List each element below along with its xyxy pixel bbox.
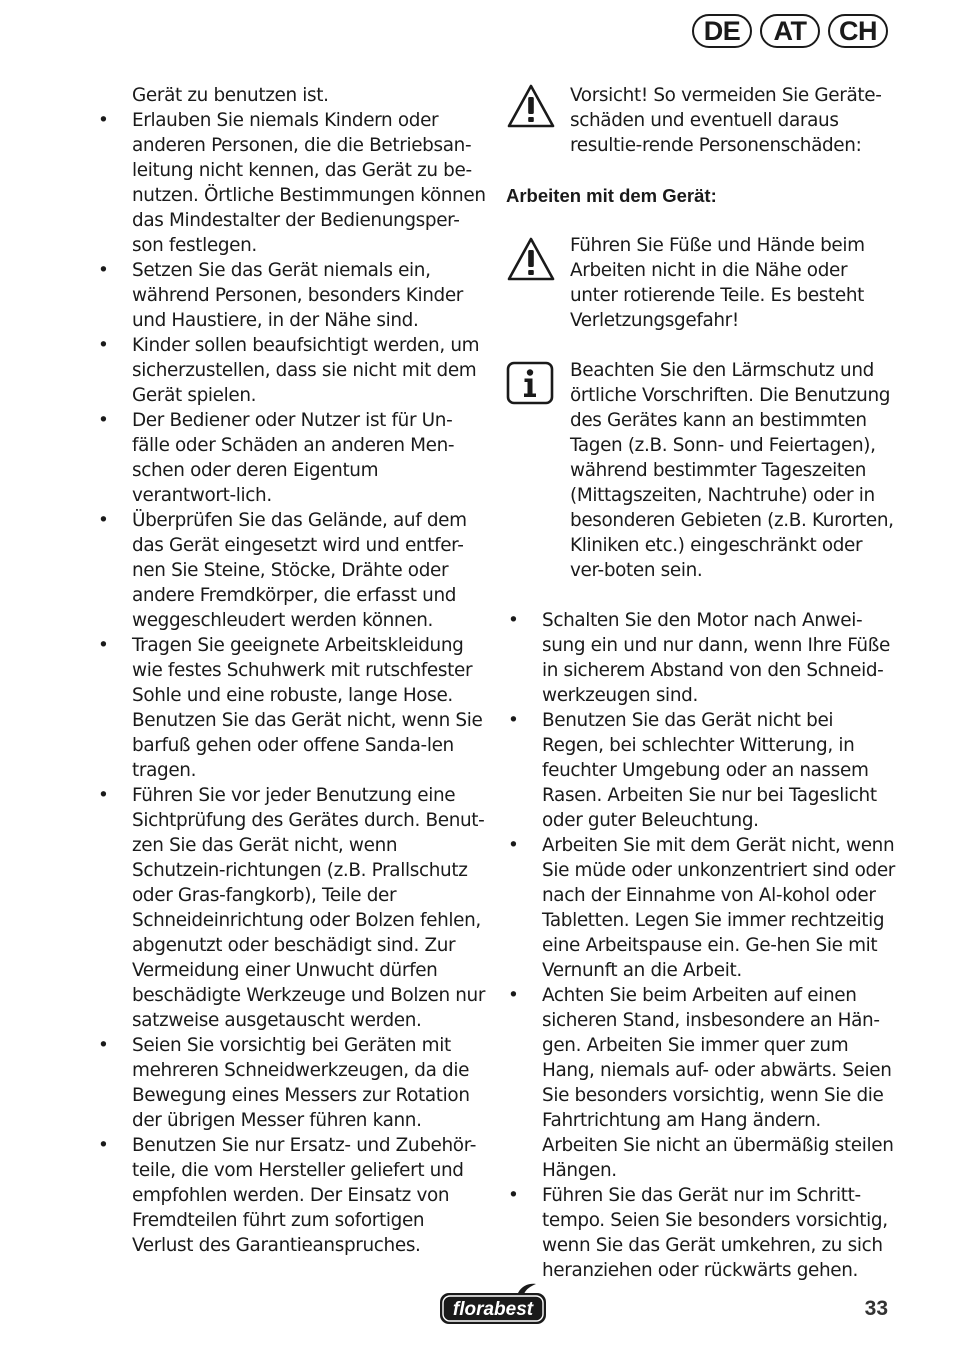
warning-text: Führen Sie Füße und Hände beim Arbeiten nicht in die Nähe oder unter rotierende Teile. Es besteht Verletzungsgefahr! [570,235,865,331]
list-item: • Kinder sollen beaufsichtigt werden, um sicherzustellen, dass sie nicht mit dem Gerät spielen. [96,333,486,408]
logo-wordmark: florabest [452,1299,534,1320]
lang-badge-de: DE [692,14,752,48]
warning-triangle-icon [506,233,570,289]
list-item: • Seien Sie vorsichtig bei Geräten mit mehreren Schneidwerkzeugen, da die Bewegung eines Messers zur Rotation der übrigen Messer führen kann. [96,1033,486,1133]
page-number: 33 [864,1297,888,1320]
list-item: • Der Bediener oder Nutzer ist für Un-fälle oder Schäden an anderen Men-schen oder deren Eigentum verantwort-lich. [96,408,486,508]
list-item: • Setzen Sie das Gerät niemals ein, während Personen, besonders Kinder und Haustiere, in der Nähe sind. [96,258,486,333]
list-item: • Benutzen Sie das Gerät nicht bei Regen, bei schlechter Witterung, in feuchter Umgebung oder an nassem Rasen. Arbeiten Sie nur bei Tageslicht oder guter Beleuchtung. [506,708,898,833]
list-item: • Führen Sie das Gerät nur im Schritt-tempo. Seien Sie besonders vorsichtig, wenn Sie das Gerät umkehren, zu sich heranziehen oder rückwärts gehen. [506,1183,898,1283]
list-item: • Benutzen Sie nur Ersatz- und Zubehör-teile, die vom Hersteller geliefert und empfohlen werden. Der Einsatz von Fremdteilen führt zum sofortigen Verlust des Garantieanspruches. [96,1133,486,1258]
warning-triangle-icon [506,83,570,136]
list-item: • Erlauben Sie niemals Kindern oder anderen Personen, die die Betriebsan-leitung nicht kennen, das Gerät zu be-nutzen. Örtliche Bestimmungen können das Mindestalter der Bedienungsper-son festlegen. [96,108,486,258]
language-badges [692,14,888,48]
list-item: • Arbeiten Sie mit dem Gerät nicht, wenn Sie müde oder unkonzentriert sind oder nach der Einnahme von Al-kohol oder Tabletten. Legen Sie immer rechtzeitig eine Arbeitspause ein. Ge-hen Sie mit Vernunft an die Arbeit. [506,833,898,983]
list-item: • Achten Sie beim Arbeiten auf einen sicheren Stand, insbesondere an Hän-gen. Arbeiten Sie immer quer zum Hang, niemals auf- oder abwärts. Seien Sie besonders vorsichtig, wenn Sie die Fahrtrichtung am Hang ändern. Arbeiten Sie nicht an übermäßig steilen Hängen. [506,983,898,1183]
right-bullet-list [506,608,898,1283]
list-item: • Überprüfen Sie das Gelände, auf dem das Gerät eingesetzt wird und entfer-nen Sie Steine, Stöcke, Drähte oder andere Fremdkörper, die erfasst und weggeschleudert werden können. [96,508,486,633]
list-item: • Führen Sie vor jeder Benutzung eine Sichtprüfung des Gerätes durch. Benut-zen Sie das Gerät nicht, wenn Schutzein-richtungen (z.B. Prallschutz oder Gras-fangkorb), Teile der Schneideinrichtung oder Bolzen fehlen, abgenutzt oder beschädigt sind. Zur Vermeidung einer Unwucht dürfen beschädigte Werkzeuge und Bolzen nur satzweise ausgetauscht werden. [96,783,486,1033]
warning-text: Vorsicht! So vermeiden Sie Geräte-schäden und eventuell daraus resultie-rende Personenschäden: [570,85,882,156]
warning-notice-damage [506,83,898,158]
continuation-text: Gerät zu benutzen ist. [132,85,329,106]
list-item: • Tragen Sie geeignete Arbeitskleidung wie festes Schuhwerk mit rutschfester Sohle und eine robuste, lange Hose. Benutzen Sie das Gerät nicht, wenn Sie barfuß gehen oder offene Sanda-len tragen. [96,633,486,783]
lang-badge-ch: CH [828,14,888,48]
lang-badge-at: AT [760,14,820,48]
left-column [96,83,486,1258]
list-item: • Schalten Sie den Motor nach Anwei-sung ein und nur dann, wenn Ihre Füße in sicherem Abstand von den Schneid-werkzeugen sind. [506,608,898,708]
right-column [506,83,898,1283]
section-heading: Arbeiten mit dem Gerät: [506,185,717,206]
warning-notice-injury [506,233,898,333]
florabest-logo [438,1283,548,1327]
info-notice-noise [506,358,898,583]
left-bullet-list [96,108,486,1258]
info-icon [506,358,570,412]
info-text: Beachten Sie den Lärmschutz und örtliche Vorschriften. Die Benutzung des Gerätes kann an bestimmten Tagen (z.B. Sonn- und Feiertagen), während bestimmter Tageszeiten (Mittagszeiten, Nachtruhe) oder in besonderen Gebieten (z.B. Kurorten, Kliniken etc.) eingeschränkt oder ver-boten sein. [570,360,894,581]
